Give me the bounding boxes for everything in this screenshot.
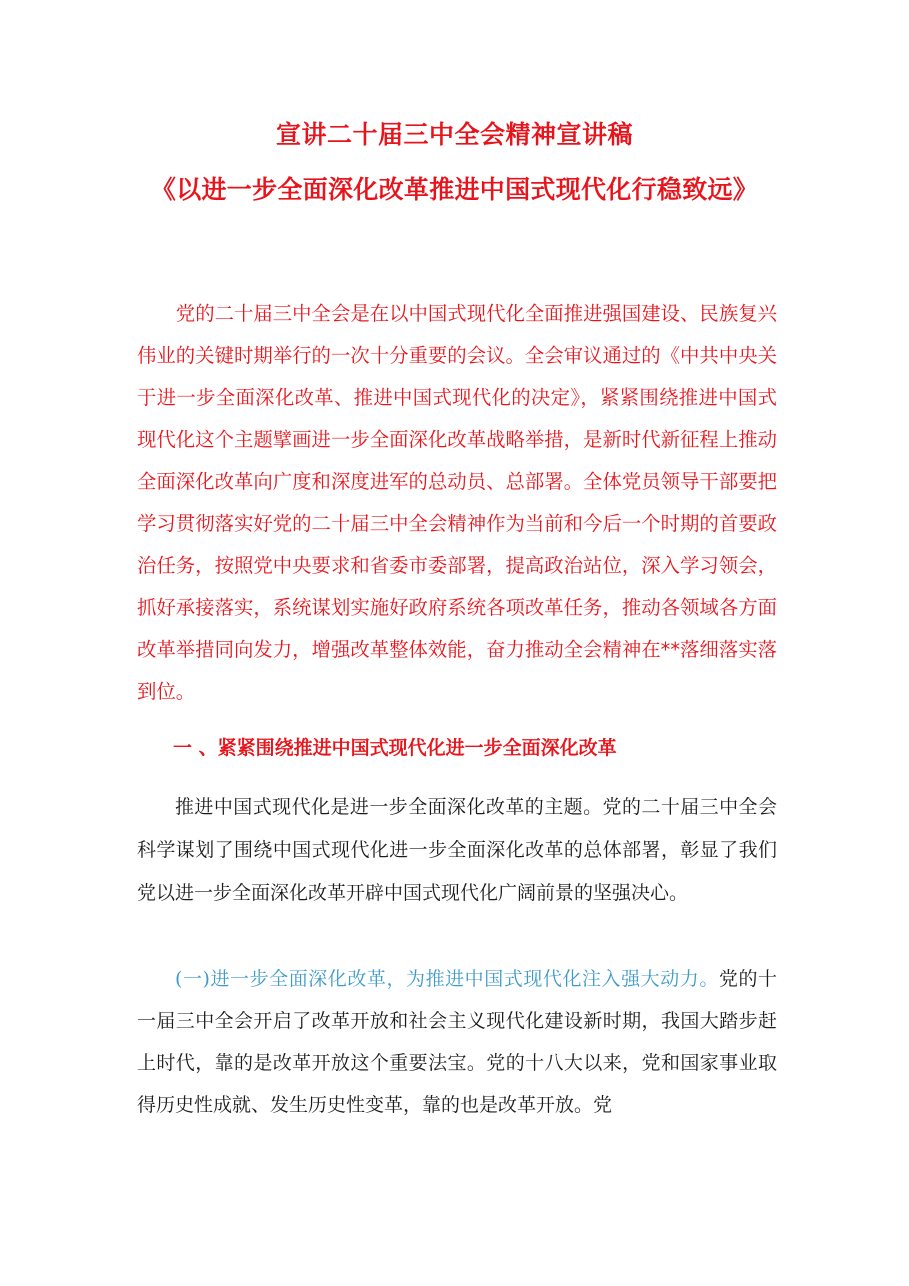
subsection-paragraph-1 [137, 958, 777, 1126]
section-heading-1: 一 、紧紧围绕推进中国式现代化进一步全面深化改革 [173, 737, 617, 759]
document-subtitle: 《以进一步全面深化改革推进中国式现代化行稳致远》 [150, 175, 759, 204]
subsection-text-1: 党的十一届三中全会开启了改革开放和社会主义现代化建设新时期，我国大踏步赶上时代，靠的是改革开放这个重要法宝。党的十八大以来，党和国家事业取得历史性成就、发生历史性变革，靠的也是改革开放。党 [137, 968, 777, 1116]
intro-paragraph: 党的二十届三中全会是在以中国式现代化全面推进强国建设、民族复兴伟业的关键时期举行的一次十分重要的会议。全会审议通过的《中共中央关于进一步全面深化改革、推进中国式现代化的决定》，紧紧围绕推进中国式现代化这个主题擘画进一步全面深化改革战略举措，是新时代新征程上推动全面深化改革向广度和深度进军的总动员、总部署。全体党员领导干部要把学习贯彻落实好党的二十届三中全会精神作为当前和今后一个时期的首要政治任务，按照党中央要求和省委市委部署，提高政治站位，深入学习领会，抓好承接落实，系统谋划实施好政府系统各项改革任务，推动各领域各方面改革举措同向发力，增强改革整体效能，奋力推动全会精神在**落细落实落到位。 [137, 302, 777, 703]
section-paragraph-1: 推进中国式现代化是进一步全面深化改革的主题。党的二十届三中全会科学谋划了围绕中国式现代化进一步全面深化改革的总体部署，彰显了我们党以进一步全面深化改革开辟中国式现代化广阔前景的坚强决心。 [137, 796, 777, 904]
subsection-heading-1: (一)进一步全面深化改革，为推进中国式现代化注入强大动力。 [175, 968, 719, 990]
document-title: 宣讲二十届三中全会精神宣讲稿 [275, 120, 633, 149]
